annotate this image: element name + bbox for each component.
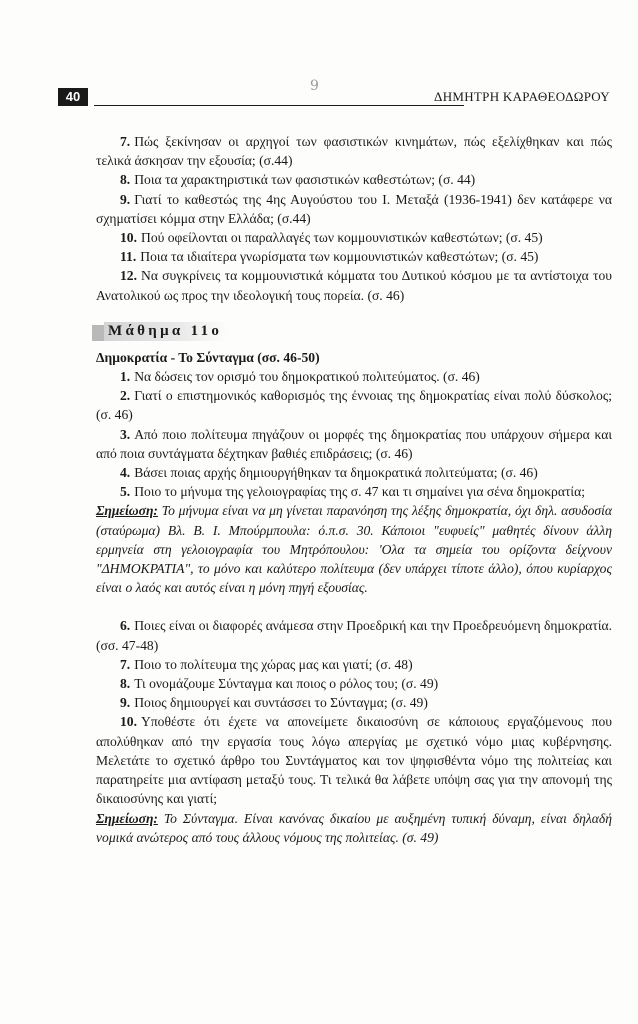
pencil-mark: 9 <box>310 78 319 94</box>
paragraph-gap <box>96 597 612 616</box>
lesson-heading <box>96 322 612 344</box>
question-item: 6. Ποιες είναι οι διαφορές ανάμεσα στην Προεδρική και την Προεδρευόμενη δημοκρατία. (σσ. 47-48) <box>96 618 612 653</box>
page-number: 40 <box>58 88 88 106</box>
note-paragraph <box>96 501 612 597</box>
question-item: 11. Ποια τα ιδιαίτερα γνωρίσματα των κομμουνιστικών καθεστώτων; (σ. 45) <box>120 249 539 265</box>
note-label: Σημείωση: <box>96 503 158 519</box>
page-header <box>58 78 610 110</box>
page-content <box>96 132 612 847</box>
question-item: 8. Τι ονομάζουμε Σύνταγμα και ποιος ο ρόλος του; (σ. 49) <box>120 676 439 692</box>
question-item: 7. Ποιο το πολίτευμα της χώρας μας και γιατί; (σ. 48) <box>120 656 413 672</box>
note-label: Σημείωση: <box>96 810 158 826</box>
question-item: 5. Ποιο το μήνυμα της γελοιογραφίας της σ. 47 και τι σημαίνει για σένα δημοκρατία; <box>120 484 585 500</box>
question-item: 10. Πού οφείλονται οι παραλλαγές των κομμουνιστικών καθεστώτων; (σ. 45) <box>120 230 543 246</box>
question-item: 9. Ποιος δημιουργεί και συντάσσει το Σύνταγμα; (σ. 49) <box>120 695 428 711</box>
question-item: 8. Ποια τα χαρακτηριστικά των φασιστικών καθεστώτων; (σ. 44) <box>120 172 476 188</box>
section-title: Δημοκρατία - Το Σύνταγμα (σσ. 46-50) <box>96 349 320 365</box>
questions-top <box>96 132 612 305</box>
question-item: 1. Να δώσεις τον ορισμό του δημοκρατικού πολιτεύματος. (σ. 46) <box>120 369 480 385</box>
question-item: 2. Γιατί ο επιστημονικός καθορισμός της έννοιας της δημοκρατίας είναι πολύ δύσκολος; (σ. 46) <box>96 388 612 423</box>
question-item: 7. Πώς ξεκίνησαν οι αρχηγοί των φασιστικών κινημάτων, πώς εξελίχθηκαν και πώς τελικά άσκησαν την εξουσία; (σ.44) <box>96 134 612 169</box>
question-item: 9. Γιατί το καθεστώς της 4ης Αυγούστου του Ι. Μεταξά (1936-1941) δεν κατάφερε να σχηματίσει κόμμα στην Ελλάδα; (σ.44) <box>96 191 612 226</box>
questions-lesson-a <box>96 367 612 501</box>
header-rule <box>94 105 464 106</box>
note-text: Το μήνυμα είναι να μη γίνεται παρανόηση της λέξης δημοκρατία, όχι δηλ. ασυδοσία (σταύρωμα) Βλ. Β. Ι. Μπούρμπουλα: ό.π.σ. 30. Κάποιοι "ευφυείς" μαθητές δίνουν άλλη ερμηνεία στη γελοιογραφία του Μητρόπουλου: 'Ολα τα σημεία του ορίζοντα δείχνουν "ΔΗΜΟΚΡΑΤΙΑ", το μόνο και καλύτερο πολίτευμα (δεν υπάρχει τίποτε άλλο), όπου κυρίαρχος είναι ο λαός και αυτός είναι η μόνη πηγή εξουσίας. <box>96 503 612 596</box>
question-item: 3. Από ποιο πολίτευμα πηγάζουν οι μορφές της δημοκρατίας που υπάρχουν σήμερα και από ποια συντάγματα δέχτηκαν βαθιές επιδράσεις; (σ. 46) <box>96 426 612 461</box>
question-item: 10. Υποθέστε ότι έχετε να απονείμετε δικαιοσύνη σε κάποιους εργαζόμενους που απολύθηκαν από την εργασία τους λόγω απεργίας με σχετικό νόμο μιας κυβέρνησης. Μελετάτε το σχετικό άρθρο του Συντάγματος και τον ψηφισθέντα νόμο της πολιτείας και παρατηρείτε μια αντίφαση μεταξύ τους. Τι τελικά θα λάβετε υπόψη σας για την απονομή της δικαιοσύνης και γιατί; <box>96 714 612 807</box>
lesson-title: Μάθημα 11ο <box>104 322 228 341</box>
running-head: ΔΗΜΗΤΡΗ ΚΑΡΑΘΕΟΔΩΡΟΥ <box>434 89 610 104</box>
question-item: 12. Να συγκρίνεις τα κομμουνιστικά κόμματα του Δυτικού κόσμου με τα αντίστοιχα του Ανατολικού ως προς την ιδεολογική τους πορεία. (σ. 46) <box>96 268 612 303</box>
questions-lesson-b <box>96 616 612 808</box>
question-item: 4. Βάσει ποιας αρχής δημιουργήθηκαν τα δημοκρατικά πολιτεύματα; (σ. 46) <box>120 465 538 481</box>
note-paragraph <box>96 809 612 847</box>
note-text: Το Σύνταγμα. Είναι κανόνας δικαίου με αυξημένη τυπική δύναμη, είναι δηλαδή νομικά ανώτερος από τους άλλους νόμους της πολιτείας. (σ. 49) <box>96 810 612 845</box>
